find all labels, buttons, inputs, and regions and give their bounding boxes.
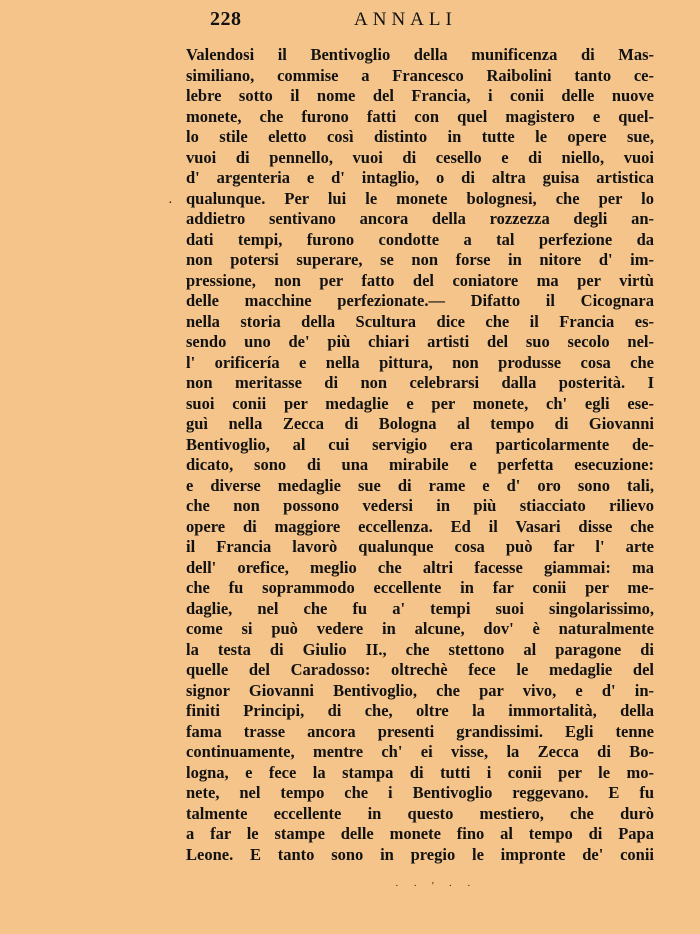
text-line: dicato, sono di una mirabile e perfetta esecuzione: [186,455,654,474]
text-line: continuamente, mentre ch' ei visse, la Zecca di Bo- [186,742,654,761]
text-line: addietro sentivano ancora della rozzezza degli an- [186,209,654,228]
text-line: guì nella Zecca di Bologna al tempo di Giovanni [186,414,654,433]
text-line: suoi conii per medaglie e per monete, ch' egli ese- [186,393,654,413]
text-line: Leone. E tanto sono in pregio le impronte de' conii [186,844,654,864]
text-line: Valendosi il Bentivoglio della munificenza di Mas- [186,45,654,64]
text-line: qualunque. Per lui le monete bolognesi, che per lo [186,188,654,208]
text-line: talmente eccellente in questo mestiero, che durò [186,803,654,823]
text-line: quelle del Caradosso: oltrechè fece le medaglie del [186,660,654,679]
page-header [210,8,510,34]
text-line: lebre sotto il nome del Francia, i conii delle nuove [186,86,654,105]
text-line: nella storia della Scultura dice che il Francia es- [186,311,654,331]
text-line: signor Giovanni Bentivoglio, che par vivo, e d' in- [186,680,654,700]
text-line: similiano, commise a Francesco Raibolini tanto ce- [186,65,654,85]
text-line: vuoi di pennello, vuoi di cesello e di niello, vuoi [186,147,654,167]
text-line: l' orificería e nella pittura, non produsse cosa che [186,352,654,372]
text-line: non meritasse di non celebrarsi dalla posterità. I [186,373,654,392]
text-line: dell' orefice, meglio che altri facesse giammai: ma [186,557,654,577]
text-line: a far le stampe delle monete fino al tempo di Papa [186,824,654,843]
text-line: monete, che furono fatti con quel magistero e quel- [186,106,654,126]
print-specks: · · ' · · [395,880,477,892]
text-line: sendo uno de' più chiari artisti del suo secolo nel- [186,332,654,351]
text-line: nete, nel tempo che i Bentivoglio reggevano. E fu [186,783,654,802]
text-line: finiti Principi, di che, oltre la immortalità, della [186,701,654,720]
page-number: 228 [210,8,242,30]
text-line: delle macchine perfezionate.— Difatto il Cicognara [186,291,654,310]
text-line: che fu soprammodo eccellente in far conii per me- [186,578,654,597]
text-line: fama trasse ancora presenti grandissimi. Egli tenne [186,721,654,741]
running-head: ANNALI [354,9,457,30]
text-line: che non possono vedersi in più stiacciato rilievo [186,496,654,515]
text-line: daglie, nel che fu a' tempi suoi singolarissimo, [186,598,654,618]
text-line: non potersi superare, se non forse in nitore d' im- [186,250,654,269]
text-line: come si può vedere in alcune, dov' è naturalmente [186,619,654,638]
body-text [186,45,654,865]
margin-mark: · [168,196,173,211]
text-line: lo stile eletto così distinto in tutte le opere sue, [186,127,654,146]
text-line: e diverse medaglie sue di rame e d' oro sono tali, [186,475,654,495]
text-line: dati tempi, furono condotte a tal perfezione da [186,229,654,249]
text-line: il Francia lavorò qualunque cosa può far l' arte [186,537,654,556]
text-line: d' argenteria e d' intaglio, o di altra guisa artistica [186,168,654,187]
text-line: opere di maggiore eccellenza. Ed il Vasari disse che [186,516,654,536]
text-line: pressione, non per fatto del coniatore ma per virtù [186,270,654,290]
text-line: Bentivoglio, al cui servigio era particolarmente de- [186,434,654,454]
text-line: logna, e fece la stampa di tutti i conii per le mo- [186,762,654,782]
text-line: la testa di Giulio II., che stettono al paragone di [186,639,654,659]
